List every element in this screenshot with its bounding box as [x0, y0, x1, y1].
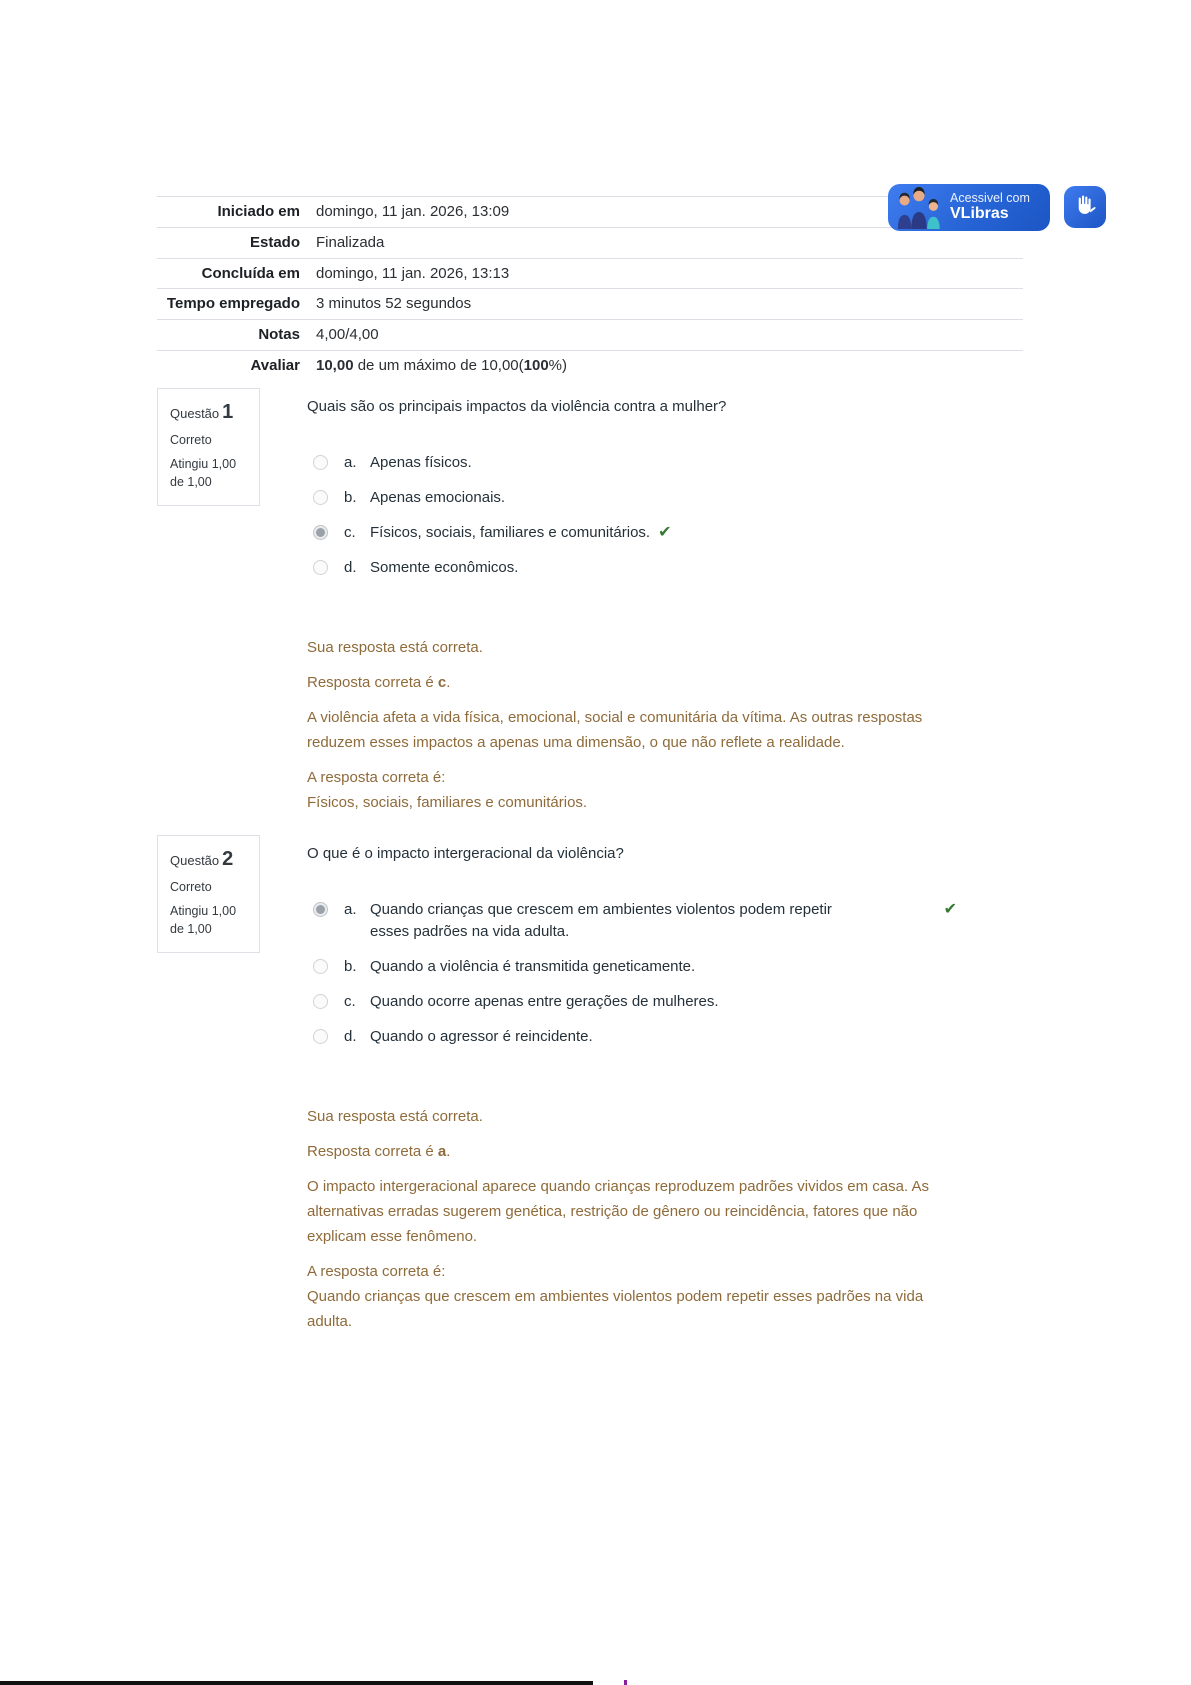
- option-text: Somente econômicos.: [370, 558, 519, 576]
- question-points: Atingiu 1,00 de 1,00: [170, 904, 237, 936]
- feedback-explanation: A violência afeta a vida física, emocional, social e comunitária da vítima. As outras respostas reduzem esses impactos a apenas uma dimensão, o que não reflete a realidade.: [307, 708, 923, 751]
- feedback-correct-letter-line: Resposta correta é a.: [307, 1142, 451, 1160]
- radio-checked-icon[interactable]: [313, 525, 328, 540]
- question-text: Quais são os principais impactos da violência contra a mulher?: [307, 398, 727, 415]
- question-2-content: [307, 835, 957, 1334]
- summary-label: Estado: [249, 233, 300, 251]
- option-letter: b.: [344, 488, 357, 506]
- radio-checked-icon[interactable]: [313, 902, 328, 917]
- option-letter: c.: [344, 523, 356, 541]
- summary-row-time-taken: [157, 288, 1023, 319]
- answer-option-c[interactable]: [307, 991, 957, 1013]
- summary-value: domingo, 11 jan. 2026, 13:09: [316, 203, 510, 220]
- answer-option-a-selected[interactable]: [307, 899, 957, 943]
- bottom-tick-mark: [624, 1680, 627, 1685]
- radio-unchecked-icon[interactable]: [313, 959, 328, 974]
- correct-check-icon: ✔: [658, 523, 672, 541]
- question-status: Correto: [170, 880, 212, 894]
- sign-language-icon: [1072, 194, 1098, 220]
- radio-unchecked-icon[interactable]: [313, 490, 328, 505]
- feedback-verdict: Sua resposta está correta.: [307, 1107, 483, 1125]
- option-letter: d.: [344, 558, 357, 576]
- option-letter: b.: [344, 957, 357, 975]
- summary-value: 10,00 de um máximo de 10,00(100%): [316, 356, 568, 374]
- summary-label: Iniciado em: [217, 203, 300, 220]
- summary-value: Finalizada: [316, 233, 385, 251]
- summary-row-state: [157, 227, 1023, 258]
- feedback-block: [307, 635, 957, 815]
- summary-label: Avaliar: [250, 356, 300, 374]
- option-text: Quando o agressor é reincidente.: [370, 1027, 593, 1045]
- question-2-info-box: [157, 835, 260, 953]
- radio-unchecked-icon[interactable]: [313, 560, 328, 575]
- option-text: Quando crianças que crescem em ambientes violentos podem repetir esses padrões na vida adulta.: [370, 900, 832, 940]
- question-number: Questão 1: [170, 401, 234, 423]
- radio-unchecked-icon[interactable]: [313, 994, 328, 1009]
- summary-label: Notas: [258, 326, 300, 343]
- option-text: Apenas emocionais.: [370, 488, 506, 506]
- question-1: [157, 388, 1023, 815]
- feedback-answer-text: Quando crianças que crescem em ambientes violentos podem repetir esses padrões na vida adulta.: [307, 1287, 924, 1330]
- question-number: Questão 2: [170, 848, 234, 870]
- summary-label: Tempo empregado: [166, 295, 300, 313]
- vlibras-label-bottom: VLibras: [950, 205, 1009, 223]
- question-text: O que é o impacto intergeracional da violência?: [307, 845, 624, 862]
- question-status: Correto: [170, 433, 212, 447]
- option-letter: c.: [344, 992, 356, 1010]
- feedback-answer-label: A resposta correta é:: [307, 1262, 446, 1280]
- summary-value: 3 minutos 52 segundos: [316, 295, 472, 313]
- bottom-bar: [0, 1681, 593, 1685]
- summary-value: domingo, 11 jan. 2026, 13:13: [316, 264, 510, 282]
- vlibras-label-top: Acessivel com: [950, 191, 1030, 206]
- question-points: Atingiu 1,00 de 1,00: [170, 457, 237, 489]
- summary-row-completed: [157, 258, 1023, 289]
- feedback-answer-text: Físicos, sociais, familiares e comunitários.: [307, 793, 588, 811]
- option-letter: d.: [344, 1027, 357, 1045]
- answer-option-d[interactable]: [307, 1026, 957, 1048]
- option-letter: a.: [344, 900, 357, 918]
- answer-options: [307, 452, 957, 579]
- summary-row-marks: [157, 319, 1023, 350]
- radio-unchecked-icon[interactable]: [313, 1029, 328, 1044]
- summary-label: Concluída em: [201, 264, 300, 282]
- vlibras-button[interactable]: [888, 184, 1050, 231]
- vlibras-avatars-image: [894, 187, 944, 229]
- feedback-correct-letter-line: Resposta correta é c.: [307, 673, 451, 691]
- question-1-content: [307, 388, 957, 815]
- question-1-info-box: [157, 388, 260, 506]
- correct-check-icon: ✔: [943, 900, 957, 918]
- answer-option-a[interactable]: [307, 452, 957, 474]
- answer-option-b[interactable]: [307, 487, 957, 509]
- option-text: Físicos, sociais, familiares e comunitários.: [370, 523, 651, 541]
- summary-row-grade: [157, 350, 1023, 381]
- option-text: Apenas físicos.: [370, 453, 472, 471]
- vlibras-hand-button[interactable]: [1064, 186, 1106, 228]
- answer-options: [307, 899, 957, 1048]
- radio-unchecked-icon[interactable]: [313, 455, 328, 470]
- feedback-verdict: Sua resposta está correta.: [307, 638, 483, 656]
- feedback-answer-label: A resposta correta é:: [307, 768, 446, 786]
- feedback-block: [307, 1104, 957, 1334]
- option-text: Quando ocorre apenas entre gerações de mulheres.: [370, 992, 719, 1010]
- answer-option-b[interactable]: [307, 956, 957, 978]
- vlibras-widget: [888, 184, 1106, 231]
- option-text: Quando a violência é transmitida geneticamente.: [370, 957, 696, 975]
- answer-option-c-selected[interactable]: [307, 522, 957, 544]
- summary-value: 4,00/4,00: [316, 326, 379, 343]
- question-2: [157, 835, 1023, 1334]
- option-letter: a.: [344, 453, 357, 471]
- feedback-explanation: O impacto intergeracional aparece quando crianças reproduzem padrões vividos em casa. As alternativas erradas sugerem genética, restrição de gênero ou reincidência, fatores que não explicam esse fenômeno.: [307, 1177, 930, 1245]
- answer-option-d[interactable]: [307, 557, 957, 579]
